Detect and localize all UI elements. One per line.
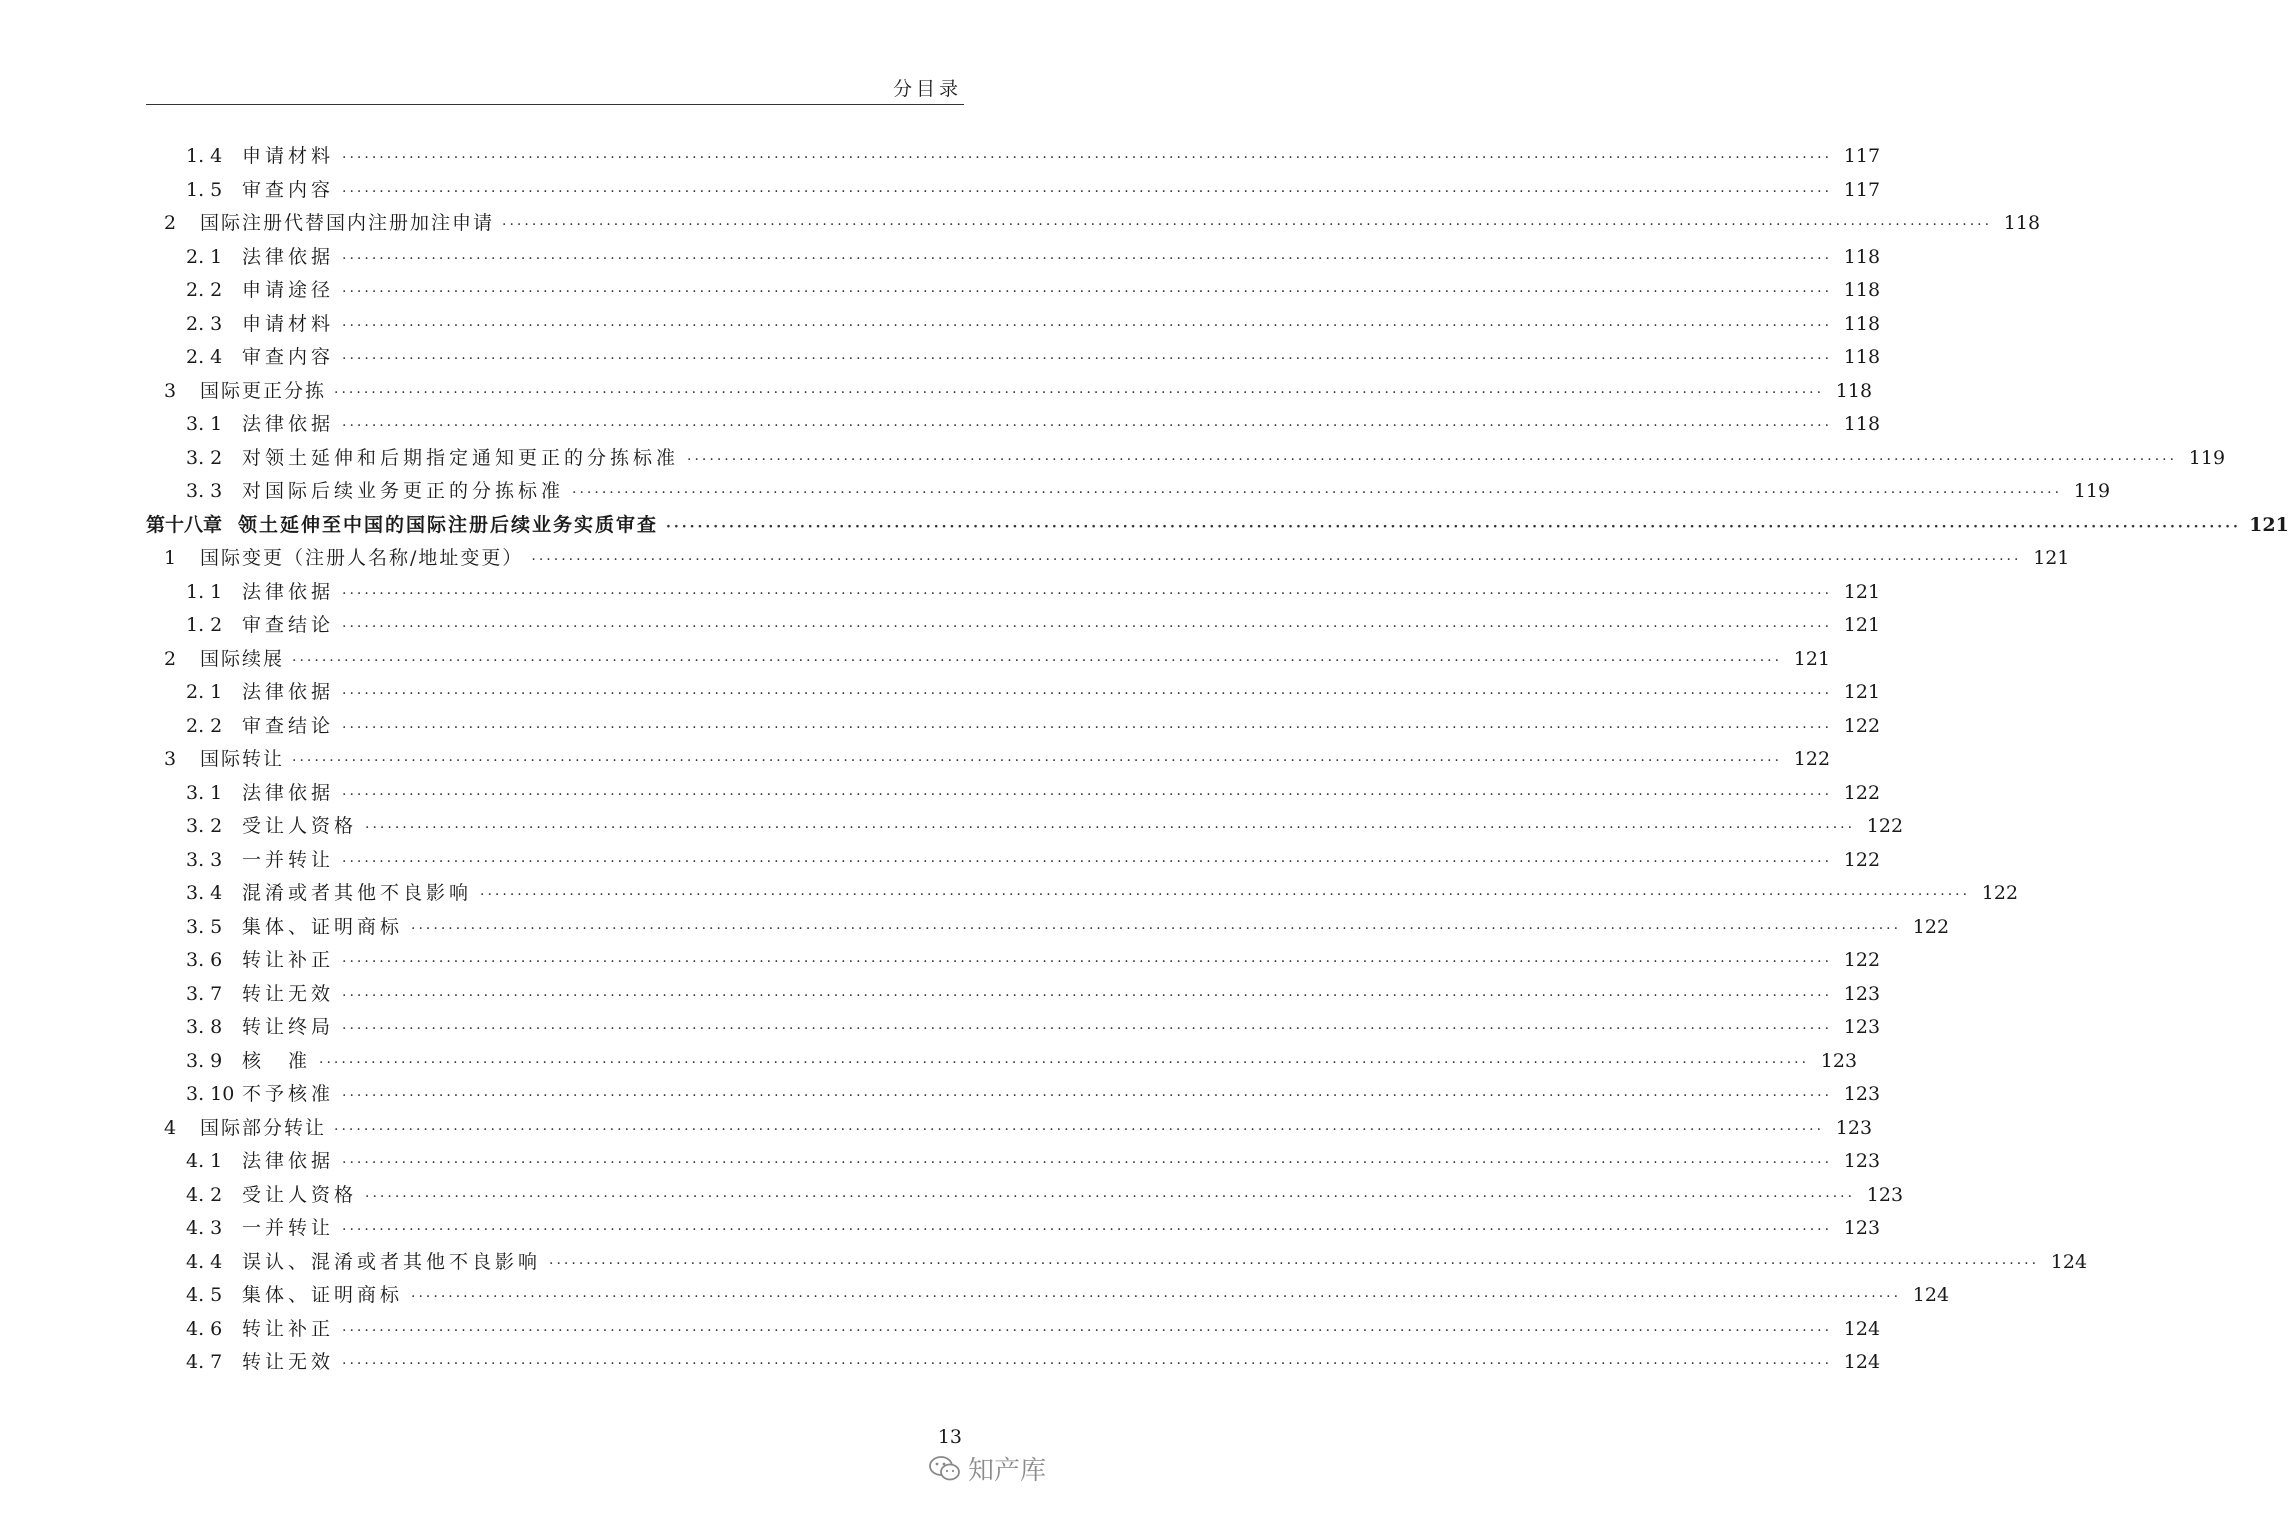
toc-entry-number: 3. 10 bbox=[186, 1083, 235, 1105]
toc-entry-row[interactable] bbox=[146, 676, 1881, 710]
toc-entry-number: 4. 1 bbox=[186, 1150, 223, 1172]
dot-leader: ········································································································································································································ bbox=[342, 719, 1833, 736]
toc-entry-page: 123 bbox=[1843, 1217, 1881, 1239]
dot-leader: ········································································································································································································ bbox=[365, 820, 1856, 836]
toc-entry-row[interactable] bbox=[146, 408, 1881, 442]
toc-entry-number: 3. 4 bbox=[186, 882, 223, 904]
toc-entry-title: 国际更正分拣 bbox=[200, 379, 327, 402]
toc-entry-page: 117 bbox=[1843, 178, 1881, 201]
toc-entry-row[interactable] bbox=[146, 1112, 1873, 1146]
dot-leader: ········································································································································································································ bbox=[572, 485, 2063, 501]
toc-entry-title: 核 准 bbox=[242, 1049, 312, 1072]
toc-entry-title: 申请途径 bbox=[242, 279, 335, 301]
toc-entry-title: 转让补正 bbox=[242, 1317, 335, 1340]
toc-entry-page: 122 bbox=[1843, 781, 1881, 804]
toc-entry-title: 国际变更（注册人名称/地址变更） bbox=[200, 547, 524, 569]
toc-entry-title: 国际注册代替国内注册加注申请 bbox=[200, 212, 495, 234]
toc-entry-row[interactable] bbox=[146, 911, 1950, 945]
toc-entry-page: 121 bbox=[1843, 580, 1881, 603]
dot-leader: ········································································································································································································ bbox=[334, 1121, 1825, 1138]
toc-entry-row[interactable] bbox=[146, 308, 1881, 342]
toc-entry-page: 121 bbox=[2249, 513, 2289, 536]
toc-entry-number: 4. 2 bbox=[186, 1183, 223, 1206]
toc-entry-row[interactable] bbox=[146, 1011, 1881, 1045]
watermark bbox=[928, 1450, 1046, 1487]
toc-entry-page: 124 bbox=[2050, 1250, 2088, 1273]
toc-entry-row[interactable] bbox=[146, 241, 1881, 275]
dot-leader: ········································································································································································································ bbox=[342, 1155, 1833, 1171]
toc-entry-page: 123 bbox=[1866, 1183, 1904, 1206]
toc-entry-page: 118 bbox=[1835, 379, 1873, 402]
toc-entry-row[interactable] bbox=[146, 1279, 1950, 1313]
toc-entry-title: 法律依据 bbox=[242, 245, 335, 268]
toc-entry-number: 第十八章 bbox=[146, 513, 223, 536]
toc-entry-row[interactable] bbox=[146, 375, 1873, 409]
toc-entry-row[interactable] bbox=[146, 576, 1881, 610]
toc-entry-number: 2 bbox=[164, 647, 177, 670]
dot-leader: ········································································································································································································ bbox=[342, 1088, 1833, 1104]
toc-entry-page: 124 bbox=[1843, 1317, 1881, 1340]
watermark-text: 知产库 bbox=[967, 1456, 1046, 1486]
toc-entry-page: 122 bbox=[1981, 882, 2019, 904]
toc-entry-title: 混淆或者其他不良影响 bbox=[242, 882, 473, 904]
toc-entry-page: 124 bbox=[1912, 1284, 1950, 1306]
toc-entry-page: 118 bbox=[1843, 279, 1881, 301]
toc-entry-title: 转让无效 bbox=[242, 982, 335, 1005]
toc-entry-page: 123 bbox=[1843, 982, 1881, 1005]
toc-entry-page: 123 bbox=[1843, 1083, 1881, 1105]
toc-entry-page: 123 bbox=[1835, 1116, 1873, 1139]
toc-entry-title: 转让无效 bbox=[242, 1351, 335, 1373]
toc-entry-page: 122 bbox=[1793, 748, 1831, 770]
toc-entry-number: 2 bbox=[164, 212, 177, 234]
toc-entry-number: 2. 1 bbox=[186, 681, 223, 703]
toc-entry-row[interactable] bbox=[146, 810, 1904, 844]
dot-leader: ········································································································································································································ bbox=[342, 1021, 1833, 1037]
toc-entry-number: 2. 2 bbox=[186, 279, 223, 301]
toc-entry-page: 121 bbox=[1843, 614, 1881, 636]
dot-leader: ········································································································································································································ bbox=[342, 585, 1833, 602]
dot-leader: ········································································································································································································ bbox=[342, 418, 1833, 434]
dot-leader: ········································································································································································································ bbox=[531, 552, 2022, 568]
dot-leader: ········································································································································································································ bbox=[342, 786, 1833, 803]
toc-entry-row[interactable] bbox=[146, 877, 2019, 911]
dot-leader: ········································································································································································································ bbox=[687, 451, 2178, 468]
toc-entry-number: 2. 1 bbox=[186, 245, 223, 268]
toc-entry-row[interactable] bbox=[146, 341, 1881, 375]
dot-leader: ········································································································································································································ bbox=[342, 619, 1833, 635]
toc-entry-title: 集体、证明商标 bbox=[242, 1284, 404, 1306]
toc-entry-title: 误认、混淆或者其他不良影响 bbox=[242, 1250, 542, 1273]
dot-leader: ········································································································································································································ bbox=[342, 250, 1833, 267]
toc-entry-page: 124 bbox=[1843, 1351, 1881, 1373]
dot-leader: ········································································································································································································ bbox=[549, 1255, 2040, 1272]
toc-entry-row[interactable] bbox=[146, 978, 1881, 1012]
dot-leader: ········································································································································································································ bbox=[342, 853, 1833, 870]
toc-entry-title: 转让补正 bbox=[242, 949, 335, 971]
toc-entry-page: 122 bbox=[1843, 714, 1881, 737]
toc-entry-page: 118 bbox=[1843, 346, 1881, 368]
toc-chapter-row[interactable] bbox=[146, 509, 2289, 543]
dot-leader: ········································································································································································································ bbox=[342, 284, 1833, 300]
toc-entry-row[interactable] bbox=[146, 710, 1881, 744]
toc-entry-number: 1 bbox=[164, 547, 177, 569]
toc-entry-row[interactable] bbox=[146, 442, 2226, 476]
toc-entry-page: 118 bbox=[2003, 212, 2041, 234]
toc-entry-page: 121 bbox=[1793, 647, 1831, 670]
dot-leader: ········································································································································································································ bbox=[342, 1222, 1833, 1238]
toc-entry-row[interactable] bbox=[146, 140, 1881, 174]
toc-entry-number: 3. 2 bbox=[186, 446, 223, 469]
toc-entry-number: 2. 2 bbox=[186, 714, 223, 737]
wechat-icon bbox=[928, 1455, 962, 1483]
toc-entry-page: 119 bbox=[2073, 480, 2111, 502]
toc-entry-number: 4. 4 bbox=[186, 1250, 223, 1273]
toc-entry-row[interactable] bbox=[146, 475, 2111, 509]
dot-leader: ········································································································································································································ bbox=[334, 384, 1825, 401]
dot-leader: ········································································································································································································ bbox=[480, 887, 1971, 903]
dot-leader: ········································································································································································································ bbox=[342, 150, 1833, 166]
toc-entry-row[interactable] bbox=[146, 1346, 1881, 1380]
toc-entry-number: 3. 3 bbox=[186, 848, 223, 871]
toc-entry-number: 3. 9 bbox=[186, 1049, 223, 1072]
toc-entry-number: 1. 4 bbox=[186, 145, 223, 167]
toc-entry-number: 4. 6 bbox=[186, 1317, 223, 1340]
toc-entry-title: 国际续展 bbox=[200, 647, 285, 670]
toc-entry-title: 国际转让 bbox=[200, 748, 285, 770]
toc-entry-number: 3. 2 bbox=[186, 815, 223, 837]
dot-leader: ········································································································································································································ bbox=[502, 217, 1993, 233]
toc-entry-row[interactable] bbox=[146, 609, 1881, 643]
toc-entry-page: 119 bbox=[2188, 446, 2226, 469]
toc-entry-row[interactable] bbox=[146, 1313, 1881, 1347]
toc-entry-number: 4. 7 bbox=[186, 1351, 223, 1373]
toc-entry-number: 3. 1 bbox=[186, 781, 223, 804]
toc-entry-title: 国际部分转让 bbox=[200, 1116, 327, 1139]
toc-entry-number: 3. 5 bbox=[186, 915, 223, 938]
dot-leader: ········································································································································································································ bbox=[292, 652, 1783, 669]
toc-entry-row[interactable] bbox=[146, 643, 1831, 677]
dot-leader: ········································································································································································································ bbox=[342, 1356, 1833, 1372]
dot-leader: ········································································································································································································ bbox=[342, 686, 1833, 702]
toc-entry-page: 121 bbox=[2033, 547, 2070, 569]
toc-entry-row[interactable] bbox=[146, 207, 2041, 241]
toc-entry-title: 对国际后续业务更正的分拣标准 bbox=[242, 480, 565, 502]
toc-entry-title: 法律依据 bbox=[242, 580, 335, 603]
toc-entry-page: 118 bbox=[1843, 413, 1881, 435]
dot-leader: ········································································································································································································ bbox=[666, 518, 2241, 535]
toc-entry-row[interactable] bbox=[146, 1045, 1858, 1079]
toc-entry-title: 申请材料 bbox=[242, 145, 335, 167]
toc-entry-row[interactable] bbox=[146, 1179, 1904, 1213]
toc-entry-row[interactable] bbox=[146, 1246, 2088, 1280]
toc-entry-title: 不予核准 bbox=[242, 1083, 335, 1105]
toc-entry-page: 122 bbox=[1912, 915, 1950, 938]
dot-leader: ········································································································································································································ bbox=[342, 1322, 1833, 1339]
toc-entry-number: 1. 2 bbox=[186, 614, 223, 636]
toc-entry-page: 122 bbox=[1866, 815, 1904, 837]
page-number: 13 bbox=[937, 1426, 962, 1448]
toc-entry-row[interactable] bbox=[146, 944, 1881, 978]
dot-leader: ········································································································································································································ bbox=[342, 987, 1833, 1004]
dot-leader: ········································································································································································································ bbox=[411, 1289, 1902, 1305]
dot-leader: ········································································································································································································ bbox=[342, 317, 1833, 334]
toc-entry-page: 122 bbox=[1843, 848, 1881, 871]
toc-entry-row[interactable] bbox=[146, 1145, 1881, 1179]
toc-entry-title: 法律依据 bbox=[242, 681, 335, 703]
toc-entry-row[interactable] bbox=[146, 777, 1881, 811]
toc-entry-number: 3. 8 bbox=[186, 1016, 223, 1038]
toc-entry-title: 法律依据 bbox=[242, 413, 335, 435]
toc-entry-page: 123 bbox=[1843, 1016, 1881, 1038]
dot-leader: ········································································································································································································ bbox=[292, 753, 1783, 769]
toc-entry-title: 审查内容 bbox=[242, 346, 335, 368]
toc-entry-page: 118 bbox=[1843, 245, 1881, 268]
dot-leader: ········································································································································································································ bbox=[342, 351, 1833, 367]
toc-entry-title: 对领土延伸和后期指定通知更正的分拣标准 bbox=[242, 446, 680, 469]
toc-entry-page: 122 bbox=[1843, 949, 1881, 971]
toc-entry-page: 117 bbox=[1843, 145, 1881, 167]
toc-entry-row[interactable] bbox=[146, 743, 1831, 777]
toc-entry-page: 123 bbox=[1820, 1049, 1858, 1072]
toc-entry-number: 3 bbox=[164, 379, 177, 402]
toc-entry-number: 3. 1 bbox=[186, 413, 223, 435]
header-title: 分目录 bbox=[892, 78, 962, 100]
running-header bbox=[146, 72, 964, 105]
toc-entry-number: 4 bbox=[164, 1116, 177, 1139]
toc-entry-title: 受让人资格 bbox=[242, 815, 358, 837]
toc-entry-title: 审查结论 bbox=[242, 614, 335, 636]
toc-entry-number: 1. 1 bbox=[186, 580, 223, 603]
toc-entry-row[interactable] bbox=[146, 1078, 1881, 1112]
toc-entry-number: 1. 5 bbox=[186, 178, 223, 201]
toc-entry-row[interactable] bbox=[146, 174, 1881, 208]
table-of-contents bbox=[146, 140, 2289, 1380]
toc-entry-page: 121 bbox=[1843, 681, 1881, 703]
toc-entry-title: 审查结论 bbox=[242, 714, 335, 737]
toc-entry-page: 123 bbox=[1843, 1150, 1881, 1172]
toc-entry-row[interactable] bbox=[146, 274, 1881, 308]
toc-entry-title: 申请材料 bbox=[242, 312, 335, 335]
toc-entry-title: 领土延伸至中国的国际注册后续业务实质审查 bbox=[238, 513, 659, 536]
toc-entry-title: 审查内容 bbox=[242, 178, 335, 201]
toc-entry-row[interactable] bbox=[146, 542, 2070, 576]
toc-entry-number: 4. 3 bbox=[186, 1217, 223, 1239]
toc-entry-number: 3 bbox=[164, 748, 177, 770]
toc-entry-row[interactable] bbox=[146, 844, 1881, 878]
dot-leader: ········································································································································································································ bbox=[342, 183, 1833, 200]
toc-entry-title: 集体、证明商标 bbox=[242, 915, 404, 938]
toc-entry-number: 2. 4 bbox=[186, 346, 223, 368]
toc-entry-title: 法律依据 bbox=[242, 781, 335, 804]
dot-leader: ········································································································································································································ bbox=[365, 1188, 1856, 1205]
dot-leader: ········································································································································································································ bbox=[342, 954, 1833, 970]
toc-entry-title: 转让终局 bbox=[242, 1016, 335, 1038]
toc-entry-title: 一并转让 bbox=[242, 848, 335, 871]
toc-entry-number: 3. 7 bbox=[186, 982, 223, 1005]
toc-entry-title: 法律依据 bbox=[242, 1150, 335, 1172]
dot-leader: ········································································································································································································ bbox=[411, 920, 1902, 937]
toc-entry-number: 4. 5 bbox=[186, 1284, 223, 1306]
toc-entry-page: 118 bbox=[1843, 312, 1881, 335]
dot-leader: ········································································································································································································ bbox=[319, 1054, 1810, 1071]
toc-entry-number: 3. 3 bbox=[186, 480, 223, 502]
toc-entry-number: 3. 6 bbox=[186, 949, 223, 971]
toc-entry-row[interactable] bbox=[146, 1212, 1881, 1246]
toc-entry-title: 一并转让 bbox=[242, 1217, 335, 1239]
toc-entry-title: 受让人资格 bbox=[242, 1183, 358, 1206]
toc-entry-number: 2. 3 bbox=[186, 312, 223, 335]
